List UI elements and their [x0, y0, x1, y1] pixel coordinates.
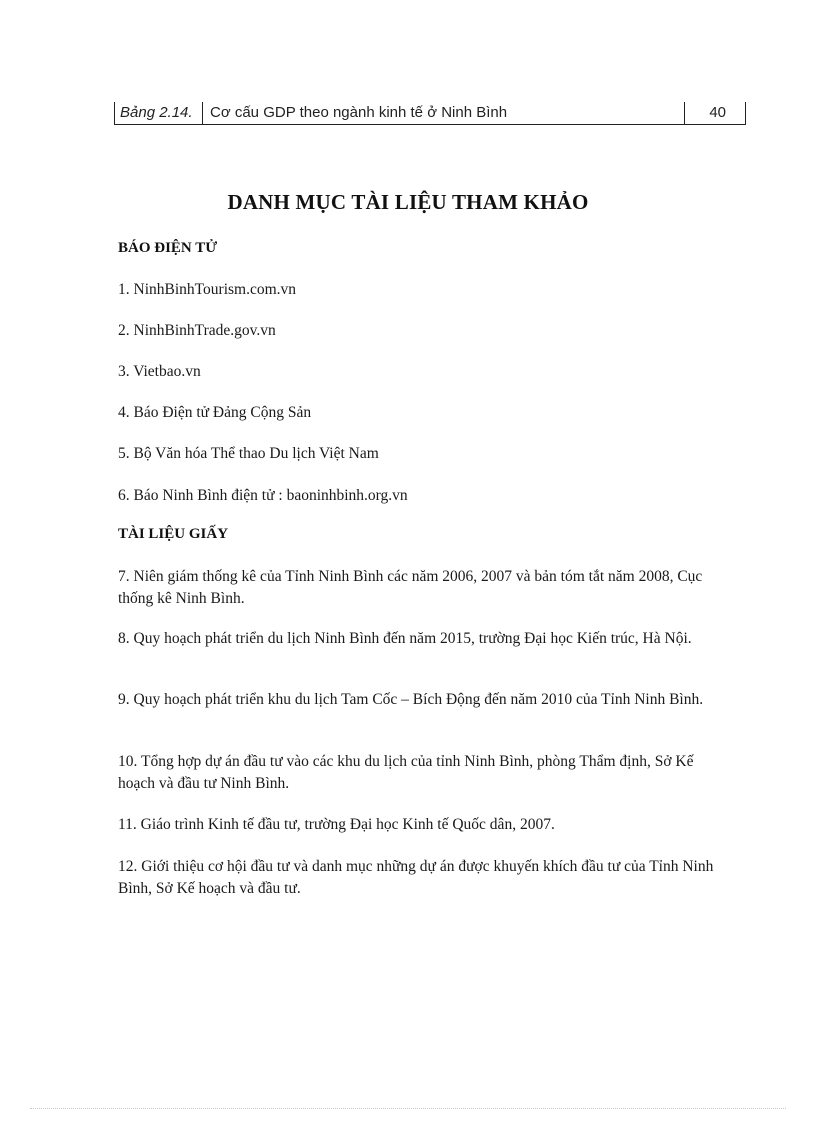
page-title: DANH MỤC TÀI LIỆU THAM KHẢO: [227, 190, 589, 214]
cell-divider: [684, 102, 685, 124]
reference-item: 5. Bộ Văn hóa Thể thao Du lịch Việt Nam: [118, 445, 379, 462]
cell-divider: [202, 102, 203, 124]
reference-item: 1. NinhBinhTourism.com.vn: [118, 281, 297, 298]
toc-entry-label: Bảng 2.14.: [120, 104, 193, 121]
reference-item: 2. NinhBinhTrade.gov.vn: [118, 322, 276, 339]
reference-item: 7. Niên giám thống kê của Tỉnh Ninh Bình các năm 2006, 2007 và bản tóm tắt năm 2008, Cục thống kê Ninh Bình.: [118, 568, 703, 607]
reference-item: 8. Quy hoạch phát triển du lịch Ninh Bình đến năm 2015, trường Đại học Kiến trúc, Hà Nội.: [118, 630, 692, 647]
section-heading-electronic-news: BÁO ĐIỆN TỬ: [118, 240, 218, 256]
reference-item: 6. Báo Ninh Bình điện tử : baoninhbinh.org.vn: [118, 487, 408, 504]
reference-item: 3. Vietbao.vn: [118, 363, 201, 380]
table-of-figures-entry: [114, 102, 746, 124]
page-bottom-border: [30, 1108, 786, 1109]
reference-item: 12. Giới thiệu cơ hội đầu tư và danh mục những dự án được khuyến khích đầu tư của Tỉnh Ninh Bình, Sở Kế hoạch và đầu tư.: [118, 858, 714, 897]
cell-divider: [745, 102, 746, 124]
reference-item: 10. Tổng hợp dự án đầu tư vào các khu du lịch của tỉnh Ninh Bình, phòng Thẩm định, Sở Kế hoạch và đầu tư Ninh Bình.: [118, 753, 694, 792]
reference-item: 11. Giáo trình Kinh tế đầu tư, trường Đại học Kinh tế Quốc dân, 2007.: [118, 816, 555, 833]
reference-item: 4. Báo Điện tử Đảng Cộng Sản: [118, 404, 312, 421]
row-underline: [114, 124, 746, 125]
toc-entry-caption: Cơ cấu GDP theo ngành kinh tế ở Ninh Bình: [210, 104, 508, 121]
reference-item: 9. Quy hoạch phát triển khu du lịch Tam Cốc – Bích Động đến năm 2010 của Tỉnh Ninh Bình.: [118, 691, 704, 708]
section-heading-printed-documents: TÀI LIỆU GIẤY: [118, 526, 229, 542]
toc-entry-page-number: 40: [709, 104, 726, 121]
cell-divider: [114, 102, 115, 124]
